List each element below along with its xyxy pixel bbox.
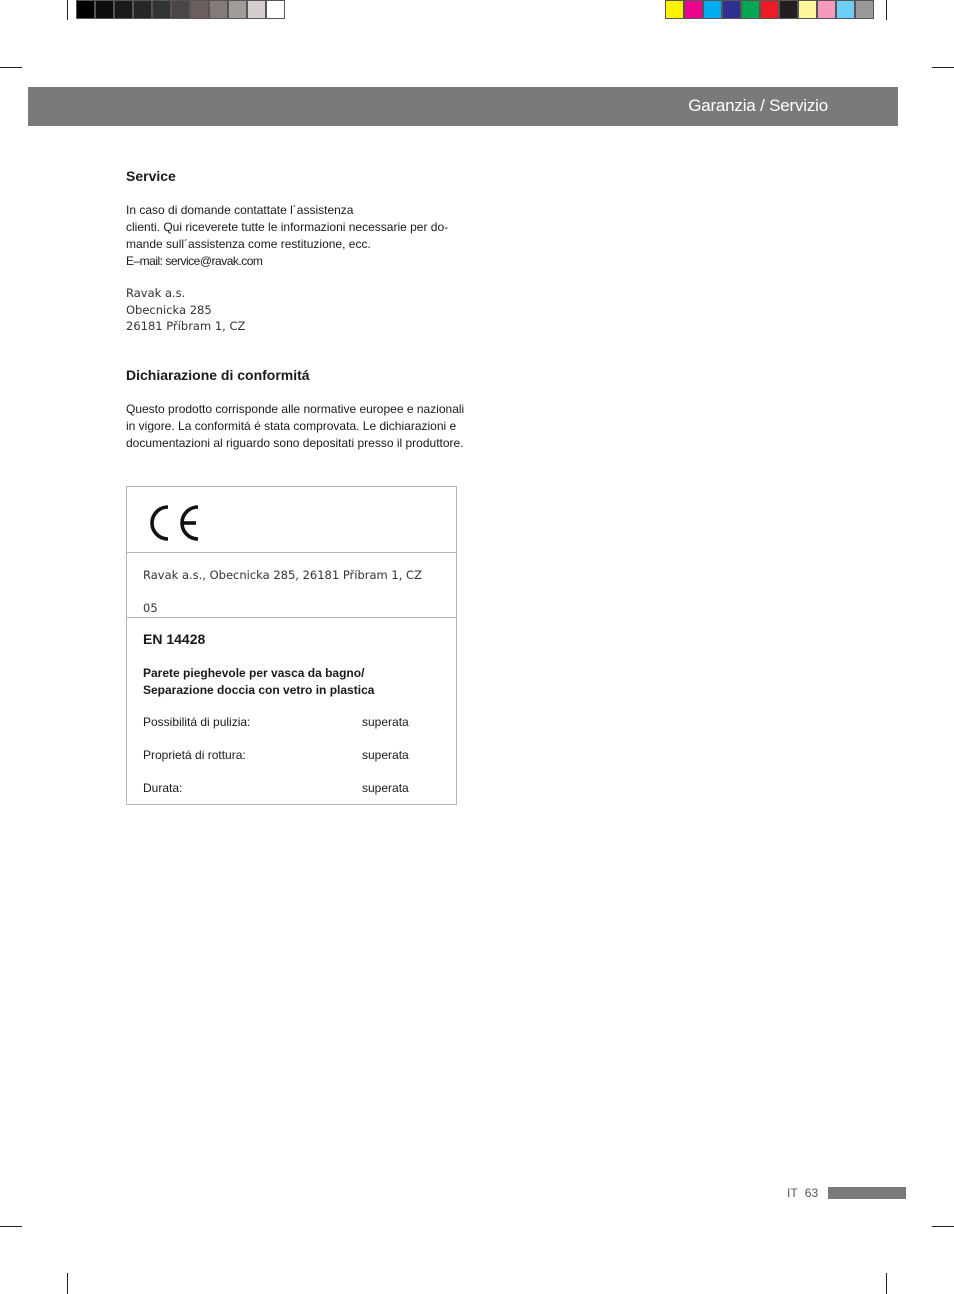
color-swatch [741,0,760,19]
service-text [126,202,448,270]
color-swatch [266,0,285,19]
property-row [143,781,440,795]
page-footer [787,1186,818,1200]
certificate-standard: EN 14428 [143,631,206,647]
grayscale-swatch-bar [76,0,285,20]
color-swatch [703,0,722,19]
crop-mark [67,1273,68,1294]
ce-certificate-box [126,486,457,805]
color-swatch [779,0,798,19]
divider [127,552,456,553]
section-header-bar [28,87,898,126]
crop-mark [0,1226,22,1227]
crop-mark [0,67,22,68]
color-swatch [855,0,874,19]
color-swatch [190,0,209,19]
conformity-line: documentazioni al riguardo sono depositati presso il produttore. [126,436,464,450]
color-swatch [798,0,817,19]
service-email[interactable]: E–mail: service@ravak.com [126,254,263,268]
footer-language: IT [787,1186,798,1200]
property-row [143,748,440,762]
color-swatch [817,0,836,19]
service-line: mande sull´assistenza come restituzione, ecc. [126,237,371,251]
color-swatch [76,0,95,19]
color-swatch [171,0,190,19]
color-swatch [760,0,779,19]
color-swatch [684,0,703,19]
section-title: Garanzia / Servizio [688,96,828,115]
ce-mark-icon [144,503,202,543]
certificate-product [143,665,374,699]
crop-mark [886,1273,887,1294]
conformity-line: in vigore. La conformitá é stata comprovata. Le dichiarazioni e [126,419,457,433]
color-swatch [665,0,684,19]
color-swatch [209,0,228,19]
service-line: In caso di domande contattate l´assistenza [126,203,354,217]
conformity-text [126,401,464,452]
color-swatch-bar [665,0,874,20]
service-heading: Service [126,168,176,184]
property-row [143,715,440,729]
property-label: Possibilitá di pulizia: [143,715,251,729]
property-value: superata [362,715,409,729]
crop-mark [932,67,954,68]
address-street: Obecnicka 285 [126,302,212,317]
crop-mark [932,1226,954,1227]
crop-mark [67,0,68,20]
certificate-year: 05 [143,601,158,615]
property-value: superata [362,748,409,762]
product-line: Parete pieghevole per vasca da bagno/ [143,666,365,680]
property-label: Durata: [143,781,183,795]
address-city: 26181 Příbram 1, CZ [126,319,246,333]
property-value: superata [362,781,409,795]
color-swatch [133,0,152,19]
service-address [126,285,245,335]
property-label: Proprietá di rottura: [143,748,246,762]
conformity-heading: Dichiarazione di conformitá [126,367,310,383]
color-swatch [114,0,133,19]
color-swatch [836,0,855,19]
divider [127,617,456,618]
color-swatch [228,0,247,19]
color-swatch [152,0,171,19]
conformity-line: Questo prodotto corrisponde alle normative europee e nazionali [126,402,465,416]
page-number: 63 [804,1186,819,1200]
footer-bar [828,1187,906,1199]
product-line: Separazione doccia con vetro in plastica [143,683,375,697]
certificate-manufacturer: Ravak a.s., Obecnicka 285, 26181 Příbram 1, CZ [143,568,422,582]
color-swatch [247,0,266,19]
service-line: clienti. Qui riceverete tutte le informazioni necessarie per do- [126,220,449,234]
crop-mark [886,0,887,20]
color-swatch [95,0,114,19]
address-company: Ravak a.s. [126,286,186,300]
color-swatch [722,0,741,19]
